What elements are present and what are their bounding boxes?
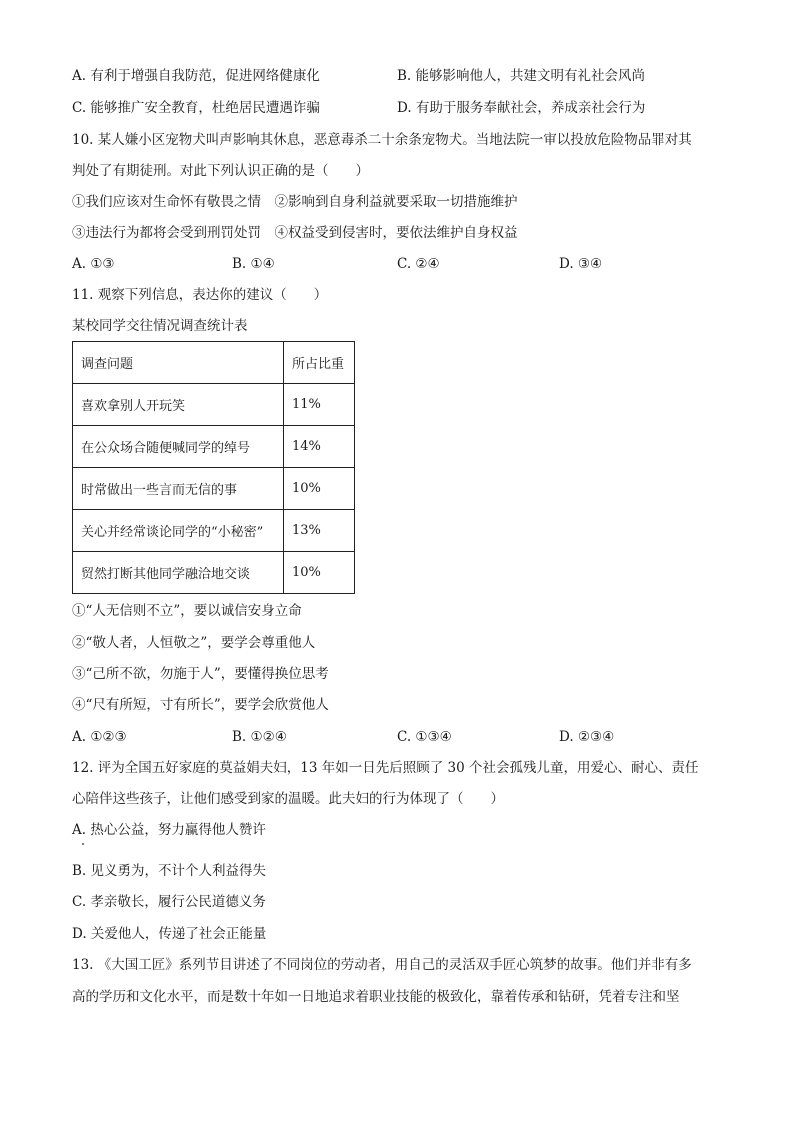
- stray-dot: [82, 843, 84, 845]
- q9-option-d: D. 有助于服务奉献社会，养成亲社会行为: [397, 100, 646, 116]
- table-cell-question: 时常做出一些言而无信的事: [73, 468, 284, 510]
- q10-option-d: D. ③④: [559, 256, 603, 272]
- q10-statements-line2: ③违法行为都将会受到刑罚处罚 ④权益受到侵害时，要依法维护自身权益: [72, 225, 518, 241]
- table-cell-percent: 10%: [284, 552, 355, 594]
- table-row: [73, 510, 355, 552]
- table-cell-question: 关心并经常谈论同学的“小秘密”: [73, 510, 284, 552]
- q11-options: [72, 727, 732, 747]
- q10-option-b: B. ①④: [232, 256, 275, 272]
- q10-options: [72, 254, 732, 274]
- q12-option-d: D. 关爱他人，传递了社会正能量: [72, 926, 267, 942]
- q11-table-title: 某校同学交往情况调查统计表: [72, 318, 248, 334]
- table-header-question: 调查问题: [73, 342, 284, 384]
- table-header-percent: 所占比重: [284, 342, 355, 384]
- q11-statement-2: ②“敬人者，人恒敬之”，要学会尊重他人: [72, 635, 316, 651]
- q11-statement-3: ③“己所不欲，勿施于人”，要懂得换位思考: [72, 666, 329, 682]
- table-header-row: [73, 342, 355, 384]
- q9-options-row1: [72, 66, 732, 86]
- survey-table: [72, 341, 355, 594]
- table-cell-question: 喜欢拿别人开玩笑: [73, 384, 284, 426]
- q9-option-c: C. 能够推广安全教育，杜绝居民遭遇诈骗: [72, 100, 320, 116]
- q9-option-a: A. 有利于增强自我防范，促进网络健康化: [72, 68, 320, 84]
- q10-statements-line1: ①我们应该对生命怀有敬畏之情 ②影响到自身利益就要采取一切措施维护: [72, 194, 518, 210]
- q11-option-d: D. ②③④: [559, 729, 615, 745]
- table-cell-percent: 14%: [284, 426, 355, 468]
- q12-option-a: A. 热心公益，努力赢得他人赞许: [72, 822, 266, 838]
- q11-option-a: A. ①②③: [72, 729, 127, 745]
- q12-stem-line1: 12. 评为全国五好家庭的莫益娟夫妇，13 年如一日先后照顾了 30 个社会孤残儿童，用爱心、耐心、责任: [72, 760, 699, 776]
- q12-option-b: B. 见义勇为，不计个人利益得失: [72, 863, 267, 879]
- q11-option-b: B. ①②④: [232, 729, 287, 745]
- table-row: [73, 468, 355, 510]
- table-row: [73, 384, 355, 426]
- table-cell-question: 在公众场合随便喊同学的绰号: [73, 426, 284, 468]
- table-cell-percent: 13%: [284, 510, 355, 552]
- table-row: [73, 552, 355, 594]
- q12-stem-line2: 心陪伴这些孩子，让他们感受到家的温暖。此夫妇的行为体现了（ ）: [72, 791, 504, 807]
- q13-stem-line1: 13. 《大国工匠》系列节目讲述了不同岗位的劳动者，用自己的灵活双手匠心筑梦的故事。他们并非有多: [72, 957, 692, 973]
- table-cell-percent: 10%: [284, 468, 355, 510]
- q11-option-c: C. ①③④: [397, 729, 452, 745]
- q11-statement-1: ①“人无信则不立”，要以诚信安身立命: [72, 603, 302, 619]
- q13-stem-line2: 高的学历和文化水平，而是数十年如一日地追求着职业技能的极致化，靠着传承和钻研，凭着专注和坚: [72, 989, 680, 1005]
- table-cell-percent: 11%: [284, 384, 355, 426]
- table-cell-question: 贸然打断其他同学融洽地交谈: [73, 552, 284, 594]
- q9-option-b: B. 能够影响他人，共建文明有礼社会风尚: [397, 68, 646, 84]
- q11-stem: 11. 观察下列信息，表达你的建议（ ）: [72, 287, 328, 303]
- q10-stem-line2: 判处了有期徒刑。对此下列认识正确的是（ ）: [72, 163, 369, 179]
- q11-statement-4: ④“尺有所短，寸有所长”，要学会欣赏他人: [72, 697, 329, 713]
- q10-stem-line1: 10. 某人嫌小区宠物犬叫声影响其休息，恶意毒杀二十余条宠物犬。当地法院一审以投放危险物品罪对其: [72, 132, 692, 148]
- q9-options-row2: [72, 98, 732, 118]
- table-row: [73, 426, 355, 468]
- q10-option-c: C. ②④: [397, 256, 440, 272]
- q12-option-c: C. 孝亲敬长，履行公民道德义务: [72, 894, 266, 910]
- q10-option-a: A. ①③: [72, 256, 115, 272]
